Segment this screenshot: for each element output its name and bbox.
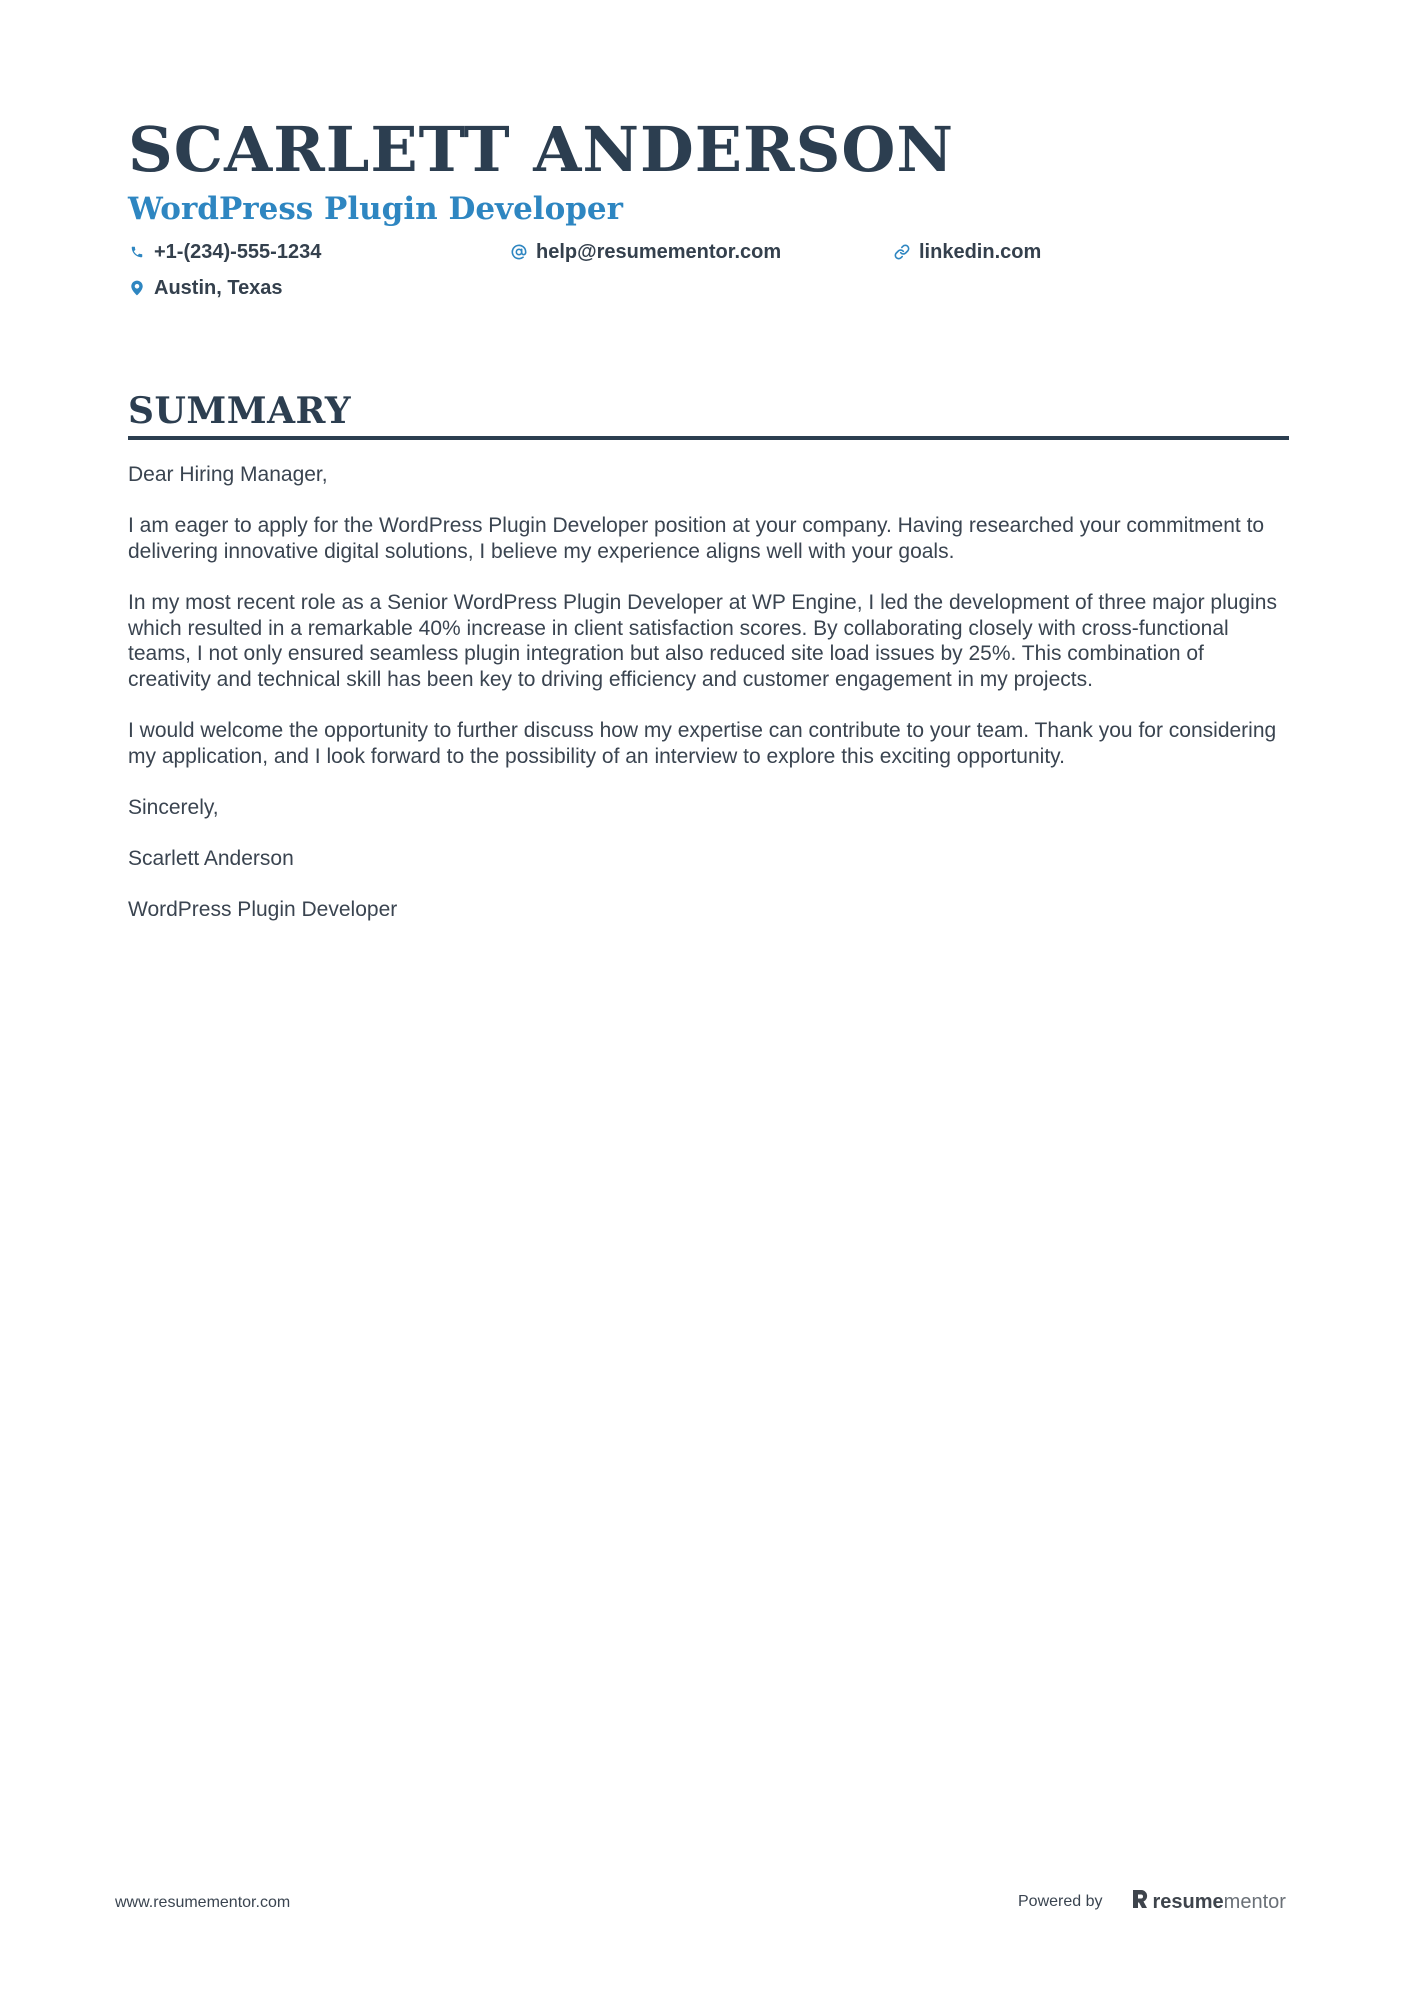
brand-name-light: mentor bbox=[1223, 1890, 1286, 1913]
contact-link[interactable] bbox=[893, 238, 1041, 266]
footer-website[interactable]: www.resumementor.com bbox=[115, 1894, 291, 1911]
at-sign-icon bbox=[510, 243, 528, 261]
letter-paragraph: I would welcome the opportunity to further discuss how my expertise can contribute to your team. Thank you for considering my application, and I look forward to the possibility of an interview to explore this exciting opportunity. bbox=[128, 718, 1277, 768]
contact-location bbox=[128, 274, 283, 302]
link-icon bbox=[893, 243, 911, 261]
letter-closing: Sincerely, bbox=[128, 795, 219, 819]
contact-info bbox=[128, 238, 1288, 308]
candidate-job-title: WordPress Plugin Developer bbox=[128, 191, 623, 227]
location-text: Austin, Texas bbox=[154, 276, 283, 299]
email-address[interactable]: help@resumementor.com bbox=[536, 240, 782, 263]
cover-letter-body bbox=[128, 462, 1289, 923]
resumementor-logo-icon bbox=[1131, 1888, 1149, 1916]
brand-name-bold: resume bbox=[1152, 1890, 1224, 1913]
contact-phone bbox=[128, 238, 321, 266]
candidate-name: SCARLETT ANDERSON bbox=[128, 113, 955, 186]
phone-number: +1-(234)-555-1234 bbox=[154, 240, 322, 263]
signature-title: WordPress Plugin Developer bbox=[128, 898, 398, 922]
contact-email[interactable] bbox=[510, 238, 781, 266]
map-pin-icon bbox=[128, 279, 146, 297]
footer-branding bbox=[1018, 1888, 1286, 1916]
phone-icon bbox=[128, 243, 146, 261]
signature-name: Scarlett Anderson bbox=[128, 846, 294, 870]
resume-header bbox=[128, 112, 1288, 308]
linkedin-link[interactable]: linkedin.com bbox=[919, 240, 1042, 263]
section-title: SUMMARY bbox=[128, 390, 352, 432]
brand-logo[interactable] bbox=[1131, 1888, 1286, 1916]
powered-by-label: Powered by bbox=[1018, 1893, 1103, 1910]
section-divider bbox=[128, 436, 1289, 440]
letter-paragraph: I am eager to apply for the WordPress Plugin Developer position at your company. Having researched your commitment to delivering innovative digital solutions, I believe my experience aligns well with your goals. bbox=[128, 514, 1265, 563]
letter-paragraph: In my most recent role as a Senior WordPress Plugin Developer at WP Engine, I led the development of three major plugins which resulted in a remarkable 40% increase in client satisfaction scores. By collaborating closely with cross-functional teams, I not only ensured seamless plugin integration but also reduced site load issues by 25%. This combination of creativity and technical skill has been key to driving efficiency and customer engagement in my projects. bbox=[128, 590, 1277, 691]
summary-section bbox=[128, 388, 1289, 948]
letter-greeting: Dear Hiring Manager, bbox=[128, 463, 328, 486]
